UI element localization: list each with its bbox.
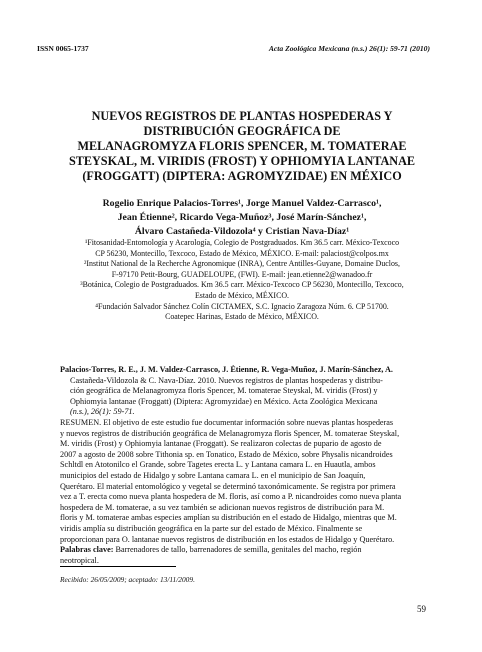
abstract-line: RESUMEN. El objetivo de este estudio fue documentar información sobre nuevas plantas hospederas: [60, 417, 394, 427]
abstract-line: 2007 a agosto de 2008 sobre Tithonia sp. en Tonatico, Estado de México, sobre Physalis nicandroides: [60, 449, 393, 459]
keywords-text: Barrenadores de tallo, barrenadores de semilla, genitales del macho, región: [113, 545, 362, 555]
citation-line: Ophiomyia lantanae (Froggatt) (Diptera: Agromyzidae) en México. Acta Zoológica Mexicana: [70, 396, 378, 406]
abstract-line: Querétaro. El material entomológico y vegetal se determinó taxonómicamente. Se registra por primera: [60, 481, 396, 491]
affiliation-line: Estado de México, MÉXICO.: [194, 290, 289, 300]
journal-reference: Acta Zoológica Mexicana (n.s.) 26(1): 59-71 (2010): [268, 44, 430, 53]
title-line: NUEVOS REGISTROS DE PLANTAS HOSPEDERAS Y: [91, 109, 393, 123]
author-line: Rogelio Enrique Palacios-Torres¹, Jorge Manuel Valdez-Carrasco¹,: [102, 198, 382, 209]
abstract-line: municipios del estado de Hidalgo y sobre Lantana camara L. en el municipio de San Joaquín,: [60, 470, 366, 480]
author-line: Álvaro Castañeda-Vildozola⁴ y Cristian Nava-Díaz¹: [134, 226, 350, 237]
keywords-text: neotropical.: [60, 555, 99, 565]
title-line: (FROGGATT) (DIPTERA: AGROMYZIDAE) EN MÉXICO: [82, 169, 402, 183]
issn: ISSN 0065-1737: [37, 44, 89, 53]
author-line: Jean Étienne², Ricardo Vega-Muñoz³, José Marín-Sánchez¹,: [117, 212, 367, 223]
affiliation-line: ¹Fitosanidad-Entomología y Acarología, Colegio de Postgraduados. Km 36.5 carr. México-Texcoco: [84, 238, 400, 247]
citation-line: ción geográfica de Melanagromyza floris Spencer, M. tomaterae Steyskal, M. viridis (Frost) y: [70, 386, 378, 396]
abstract-line: proporcionan para O. lantanae nuevos registros de distribución en los estados de Hidalgo y Querétaro.: [60, 534, 395, 544]
abstract-line: M. viridis (Frost) y Ophiomyia lantanae (Froggatt). Se realizaron colectas de pupario de agosto de: [60, 439, 382, 449]
citation-line: Palacios-Torres, R. E., J. M. Valdez-Carrasco, J. Étienne, R. Vega-Muñoz, J. Marín-Sánchez, A.: [60, 365, 393, 374]
abstract-line: viridis amplía su distribución geográfica en la parte sur del estado de México. Finalmente se: [60, 523, 363, 533]
citation: [60, 365, 430, 418]
article-title: [52, 109, 432, 184]
received-date: Recibido: 26/05/2009; aceptado: 13/11/2009.: [60, 575, 195, 584]
affiliation-line: CP 56230, Montecillo, Texcoco, Estado de México, MÉXICO. E-mail: palaciost@colpos.mx: [95, 248, 389, 258]
abstract-line: floris y M. tomaterae ambas especies amplían su distribución en el estado de Hidalgo, mientras que M.: [60, 513, 397, 523]
citation-line: Castañeda-Vildozola & C. Nava-Díaz. 2010. Nuevos registros de plantas hospederas y distribu-: [70, 375, 383, 385]
abstract-line: hospedera de M. tomaterae, a su vez también se adicionan nuevos registros de distribución para M.: [60, 502, 385, 512]
title-line: STEYSKAL, M. VIRIDIS (FROST) Y OPHIOMYIA LANTANAE: [68, 154, 416, 168]
title-line: MELANAGROMYZA FLORIS SPENCER, M. TOMATERAE: [77, 139, 407, 153]
article-body: [60, 365, 430, 566]
keywords-label: Palabras clave:: [60, 545, 114, 555]
affiliations: [56, 238, 428, 323]
affiliation-line: ²Institut National de la Recherche Agronomique (INRA), Centre Antilles-Guyane, Domaine Duclos,: [84, 259, 400, 269]
abstract: [60, 418, 430, 545]
title-line: DISTRIBUCIÓN GEOGRÁFICA DE: [143, 124, 341, 138]
footnote-divider: [60, 566, 176, 567]
affiliation-line: Coatepec Harinas, Estado de México, MÉXICO.: [165, 312, 319, 322]
abstract-line: y nuevos registros de distribución geográfica de Melanagromyza floris Spencer, M. tomaterae Steyskal,: [60, 428, 400, 438]
abstract-line: vez a T. erecta como nueva planta hospedera de M. floris, así como a P. nicandroides como nueva planta: [60, 492, 402, 502]
affiliation-line: F-97170 Petit-Bourg, GUADELOUPE, (FWI). E-mail: jean.etienne2@wanadoo.fr: [111, 269, 373, 279]
affiliation-line: ⁴Fundación Salvador Sánchez Colín CICTAMEX, S.C. Ignacio Zaragoza Núm. 6. CP 51700.: [95, 301, 389, 311]
keywords: [60, 545, 430, 566]
citation-line: (n.s.), 26(1): 59-71.: [70, 407, 135, 417]
abstract-line: Schltdl en Atotonilco el Grande, sobre Tagetes erecta L. y Lantana camara L. en Huautla, ambos: [60, 460, 376, 470]
page-number: 59: [417, 604, 426, 614]
author-list: [52, 197, 432, 239]
affiliation-line: ³Botánica, Colegio de Postgraduados. Km 36.5 carr. México-Texcoco CP 56230, Montecillo, Texcoco,: [80, 280, 404, 290]
